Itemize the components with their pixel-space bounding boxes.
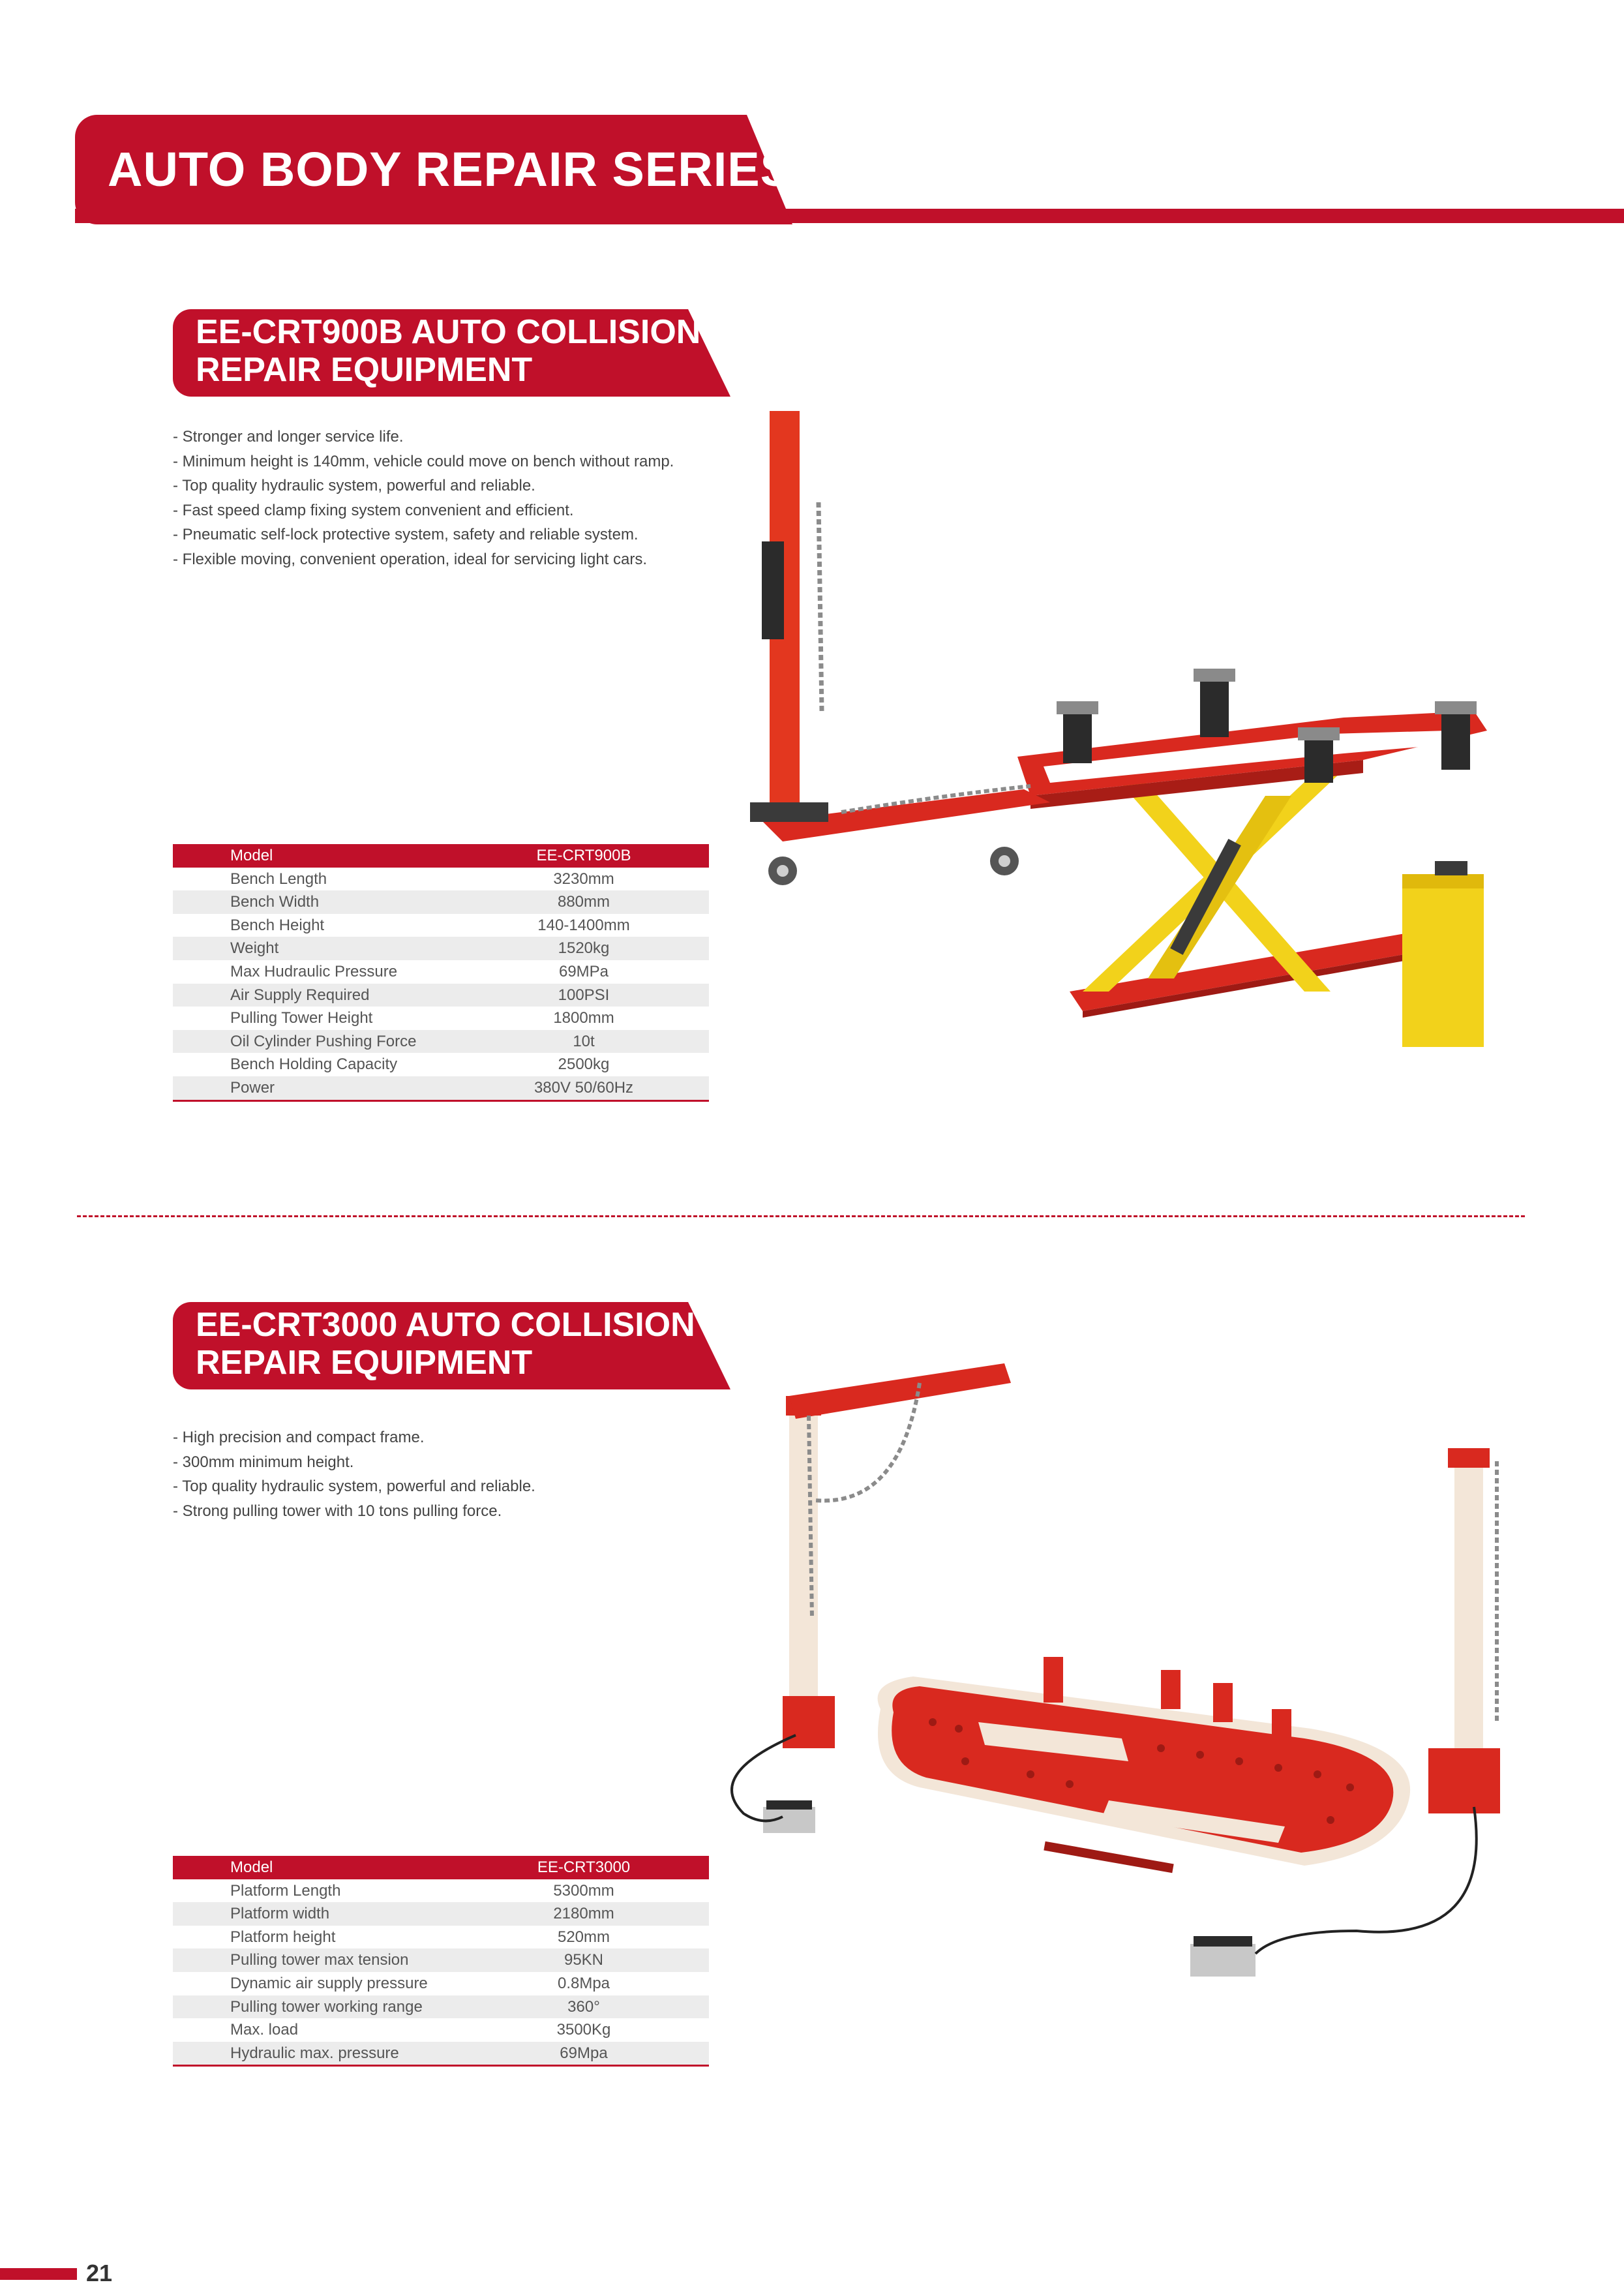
feature-item: - Fast speed clamp fixing system convenient and efficient. — [173, 501, 574, 519]
spec-name: Bench Width — [230, 893, 320, 911]
spec-row — [173, 868, 709, 891]
spec-value: 520mm — [557, 1928, 610, 1946]
product-2-spec-table — [173, 1856, 709, 2067]
spec-row — [173, 2042, 709, 2065]
feature-item: - 300mm minimum height. — [173, 1453, 354, 1471]
spec-value: EE-CRT900B — [536, 847, 631, 864]
spec-name: Weight — [230, 939, 279, 958]
spec-value: 3230mm — [553, 870, 614, 888]
spec-row — [173, 2018, 709, 2042]
feature-item: - Strong pulling tower with 10 tons pulling force. — [173, 1502, 502, 1520]
spec-value: 0.8Mpa — [557, 1974, 610, 1992]
spec-row — [173, 1879, 709, 1903]
spec-row — [173, 1007, 709, 1030]
spec-name: Max Hudraulic Pressure — [230, 962, 398, 980]
spec-row — [173, 960, 709, 984]
spec-row — [173, 1902, 709, 1926]
spec-value: 5300mm — [553, 1881, 614, 1900]
spec-name: Bench Length — [230, 870, 327, 888]
spec-name: Pulling Tower Height — [230, 1009, 373, 1027]
spec-row — [173, 1948, 709, 1972]
spec-table-bottom-rule — [173, 2065, 709, 2067]
spec-value: 1800mm — [553, 1009, 614, 1027]
feature-item: - Stronger and longer service life. — [173, 428, 404, 446]
spec-table-bottom-rule — [173, 1100, 709, 1102]
spec-row — [173, 1053, 709, 1076]
spec-name: Pulling tower max tension — [230, 1951, 409, 1969]
spec-header-row — [173, 844, 709, 868]
spec-row — [173, 1972, 709, 1995]
spec-name: Oil Cylinder Pushing Force — [230, 1032, 417, 1050]
feature-item: - Minimum height is 140mm, vehicle could move on bench without ramp. — [173, 452, 674, 470]
spec-value: 2500kg — [558, 1055, 610, 1074]
product-1-title — [196, 313, 700, 389]
spec-row — [173, 937, 709, 960]
spec-name: Air Supply Required — [230, 986, 370, 1004]
pulling-tower — [789, 1402, 818, 1742]
product-2-features — [173, 1425, 535, 1523]
spec-value: 69MPa — [558, 962, 609, 980]
spec-row — [173, 1076, 709, 1100]
spec-value: 95KN — [564, 1951, 604, 1969]
spec-row — [173, 1926, 709, 1949]
page-number-bar — [0, 2268, 77, 2280]
spec-row — [173, 914, 709, 937]
page-number: 21 — [86, 2260, 113, 2286]
spec-name: Model — [230, 847, 273, 864]
product-1-spec-table — [173, 844, 709, 1102]
spec-name: Bench Height — [230, 916, 325, 934]
product-1-features — [173, 425, 674, 571]
spec-name: Max. load — [230, 2021, 299, 2039]
spec-value: 360° — [567, 1997, 600, 2016]
tower-boom — [789, 1363, 1011, 1419]
spec-value: 380V 50/60Hz — [534, 1078, 634, 1097]
spec-name: Pulling tower working range — [230, 1997, 423, 2016]
spec-name: Bench Holding Capacity — [230, 1055, 398, 1074]
spec-value: EE-CRT3000 — [537, 1858, 631, 1876]
spec-name: Model — [230, 1858, 273, 1876]
spec-row — [173, 1030, 709, 1054]
spec-value: 10t — [573, 1032, 595, 1050]
spec-value: 69Mpa — [560, 2044, 608, 2062]
spec-value: 1520kg — [558, 939, 610, 958]
spec-row — [173, 984, 709, 1007]
product-2-title-line2: REPAIR EQUIPMENT — [196, 1344, 533, 1382]
spec-name: Platform width — [230, 1905, 330, 1923]
feature-item: - High precision and compact frame. — [173, 1429, 425, 1446]
spec-header-row — [173, 1856, 709, 1879]
product-2-title — [196, 1306, 695, 1382]
product-1-image — [744, 404, 1513, 1057]
spec-value: 880mm — [557, 893, 610, 911]
spec-name: Platform Length — [230, 1881, 341, 1900]
product-1-title-line1: EE-CRT900B AUTO COLLISION — [196, 313, 701, 351]
page-title: AUTO BODY REPAIR SERIES — [108, 142, 793, 196]
spec-value: 100PSI — [558, 986, 610, 1004]
feature-item: - Top quality hydraulic system, powerful and reliable. — [173, 477, 535, 494]
spec-row — [173, 1995, 709, 2019]
spec-name: Hydraulic max. pressure — [230, 2044, 399, 2062]
spec-value: 3500Kg — [556, 2021, 611, 2039]
spec-value: 2180mm — [553, 1905, 614, 1923]
section-divider — [77, 1215, 1525, 1217]
product-1-title-line2: REPAIR EQUIPMENT — [196, 351, 533, 389]
spec-name: Power — [230, 1078, 275, 1097]
spec-name: Platform height — [230, 1928, 336, 1946]
feature-item: - Top quality hydraulic system, powerful and reliable. — [173, 1478, 535, 1495]
spec-value: 140-1400mm — [537, 916, 630, 934]
foot-pedal — [1190, 1944, 1256, 1977]
feature-item: - Flexible moving, convenient operation, ideal for servicing light cars. — [173, 550, 648, 568]
spec-name: Dynamic air supply pressure — [230, 1974, 428, 1992]
feature-item: - Pneumatic self-lock protective system, safety and reliable system. — [173, 526, 639, 543]
control-box — [1402, 874, 1484, 1047]
spec-row — [173, 890, 709, 914]
product-2-title-line1: EE-CRT3000 AUTO COLLISION — [196, 1306, 695, 1344]
product-2-image — [704, 1357, 1526, 2009]
